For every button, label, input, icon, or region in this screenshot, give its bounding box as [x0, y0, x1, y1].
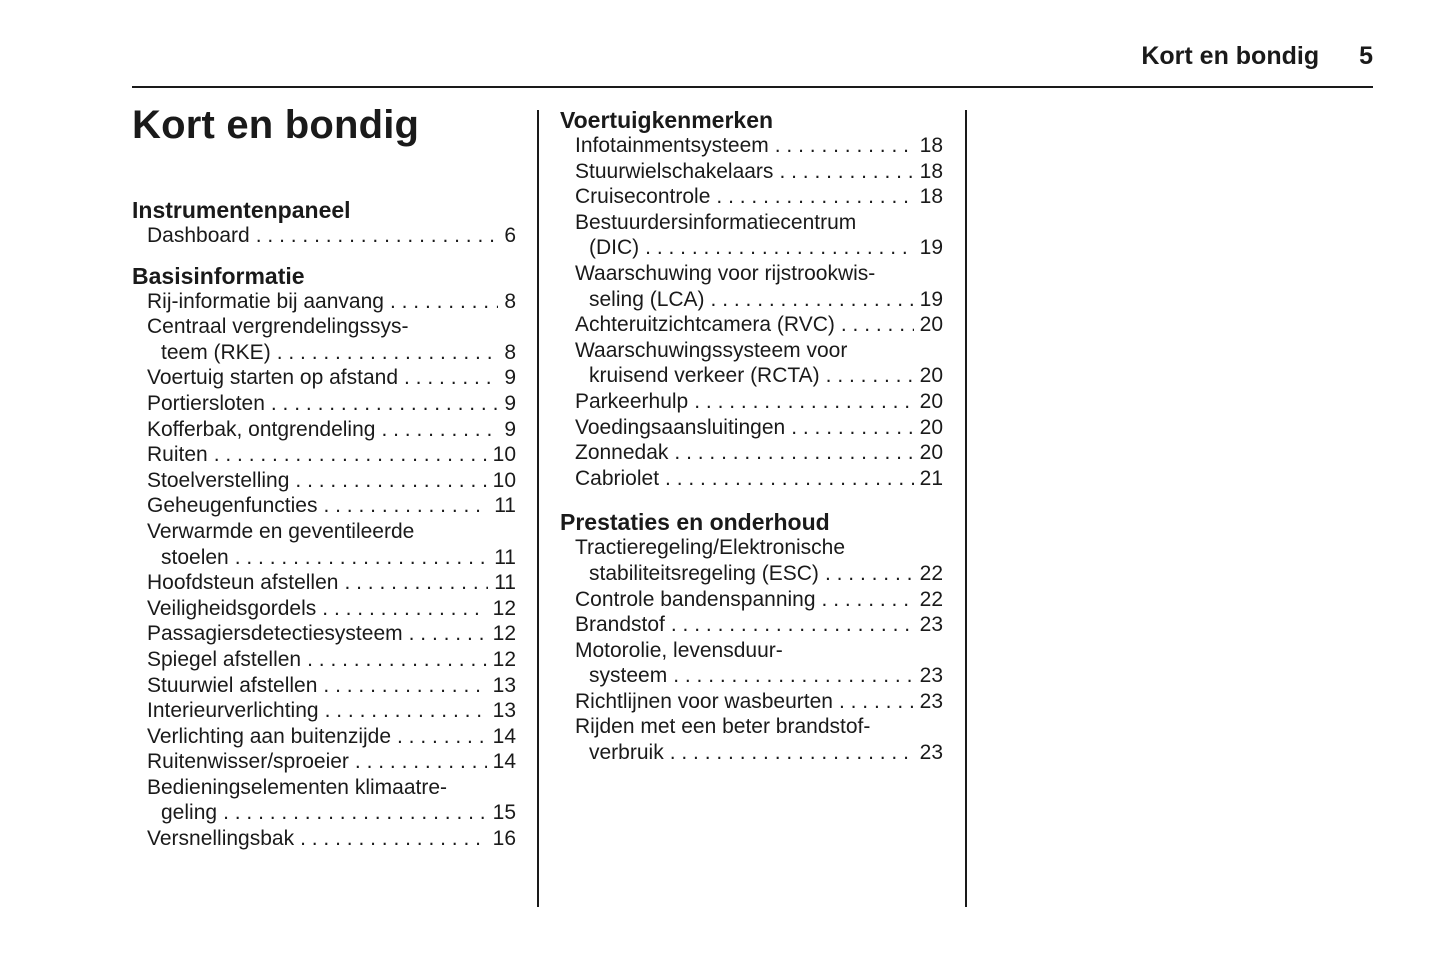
- entry-row: [575, 133, 943, 159]
- entry-page-number: 20: [919, 313, 943, 337]
- entry-page-number: 23: [919, 689, 943, 713]
- entry-page-number: 15: [492, 801, 516, 825]
- toc-entry[interactable]: [132, 570, 516, 596]
- dot-leader: [665, 466, 914, 492]
- toc-entry[interactable]: [132, 417, 516, 443]
- entry-row: [575, 312, 943, 338]
- entry-page-number: 11: [494, 571, 516, 595]
- entry-title: Controle bandenspanning: [575, 587, 816, 611]
- entry-row: [147, 289, 516, 315]
- entry-page-number: 11: [494, 545, 516, 569]
- entry-title: Waarschuwingssysteem voor: [575, 338, 848, 362]
- entry-title: Veiligheidsgordels: [147, 596, 317, 620]
- dot-leader: [409, 621, 487, 647]
- entry-page-number: 10: [492, 443, 516, 467]
- toc-entry[interactable]: [560, 466, 943, 492]
- toc-entry[interactable]: [132, 519, 516, 570]
- entry-page-number: 13: [492, 699, 516, 723]
- entry-title: Dashboard: [147, 224, 250, 247]
- page-title: Kort en bondig: [132, 103, 420, 147]
- entry-title: Geheugenfuncties: [147, 494, 318, 518]
- section-heading: Basisinformatie: [132, 262, 305, 289]
- entry-page-number: 13: [492, 673, 516, 697]
- toc-entry[interactable]: [132, 621, 516, 647]
- entry-title: Parkeerhulp: [575, 389, 689, 413]
- entry-page-number: 14: [492, 724, 516, 748]
- entry-row: [147, 493, 516, 519]
- dot-leader: [841, 312, 914, 338]
- entry-row: [147, 417, 516, 443]
- dot-leader: [673, 663, 913, 689]
- dot-leader: [256, 223, 499, 249]
- entry-row: [147, 596, 516, 622]
- toc-entry[interactable]: [132, 724, 516, 750]
- entry-page-number: 23: [919, 741, 943, 765]
- toc-entry[interactable]: [132, 596, 516, 622]
- dot-leader: [711, 287, 914, 313]
- entry-title: Infotainmentsysteem: [575, 134, 769, 157]
- entry-title: Portiersloten: [147, 391, 265, 415]
- entry-row: [575, 561, 943, 587]
- dot-leader: [645, 235, 913, 261]
- toc-section: [560, 509, 943, 765]
- entry-page-number: 8: [504, 340, 516, 364]
- entry-row: [147, 698, 516, 724]
- toc-entry[interactable]: [132, 698, 516, 724]
- entry-page-number: 19: [919, 287, 943, 311]
- entry-page-number: 23: [919, 664, 943, 688]
- entry-row: [575, 159, 943, 185]
- dot-leader: [716, 184, 913, 210]
- dot-leader: [694, 389, 913, 415]
- entry-page-number: 12: [492, 596, 516, 620]
- dot-leader: [775, 133, 914, 159]
- entry-title-continuation: geling: [161, 801, 218, 825]
- entry-row: [147, 365, 516, 391]
- dot-leader: [300, 826, 487, 852]
- entry-title: Tractieregeling/Elektronische: [575, 536, 846, 560]
- entry-title: Bedieningselementen klimaatre-: [147, 775, 447, 799]
- entry-page-number: 23: [919, 613, 943, 637]
- entry-row: [575, 389, 943, 415]
- dot-leader: [323, 493, 488, 519]
- entry-title: Verwarmde en geventileerde: [147, 519, 415, 543]
- entry-title-continuation: stabiliteitsregeling (ESC): [589, 561, 819, 585]
- dot-leader: [839, 689, 914, 715]
- dot-leader: [670, 740, 914, 766]
- toc-list: [132, 223, 516, 249]
- header-rule: [132, 86, 1373, 88]
- toc-entry[interactable]: [132, 826, 516, 852]
- entry-title: Richtlijnen voor wasbeurten: [575, 689, 833, 713]
- column-divider-right: [965, 110, 967, 907]
- dot-leader: [779, 159, 913, 185]
- entry-title: Interieurverlichting: [147, 699, 319, 723]
- dot-leader: [271, 391, 498, 417]
- toc-entry[interactable]: [132, 749, 516, 775]
- section-heading: Prestaties en onderhoud: [560, 509, 830, 536]
- entry-title: Ruitenwisser/sproeier: [147, 750, 349, 774]
- entry-title: Cruisecontrole: [575, 185, 711, 209]
- dot-leader: [235, 545, 488, 571]
- entry-title: Stoelverstelling: [147, 468, 290, 492]
- entry-title: Cabriolet: [575, 466, 660, 490]
- entry-title: Bestuurdersinformatiecentrum: [575, 210, 857, 234]
- toc-entry[interactable]: [132, 223, 516, 249]
- toc-entry[interactable]: [560, 312, 943, 338]
- page-number: 5: [1359, 42, 1373, 70]
- entry-title: Zonnedak: [575, 441, 669, 465]
- toc-entry[interactable]: [132, 493, 516, 519]
- toc-entry[interactable]: [132, 673, 516, 699]
- entry-title: Waarschuwing voor rijstrookwis-: [575, 261, 876, 285]
- entry-title: Kofferbak, ontgrendeling: [147, 417, 376, 441]
- section-heading: Instrumentenpaneel: [132, 197, 351, 223]
- entry-row: [147, 223, 516, 249]
- entry-title-continuation: systeem: [589, 664, 668, 688]
- entry-page-number: 9: [504, 391, 516, 415]
- running-head: [1000, 42, 1373, 71]
- toc-column-middle: [560, 107, 943, 766]
- column-divider-left: [537, 110, 539, 907]
- toc-entry[interactable]: [560, 714, 943, 765]
- entry-page-number: 11: [494, 494, 516, 518]
- entry-row: [147, 826, 516, 852]
- entry-row: [575, 587, 943, 613]
- entry-page-number: 9: [504, 417, 516, 441]
- toc-entry[interactable]: [560, 415, 943, 441]
- entry-page-number: 8: [504, 289, 516, 313]
- entry-title-continuation: verbruik: [589, 741, 664, 765]
- entry-page-number: 6: [504, 224, 516, 247]
- toc-entry[interactable]: [560, 440, 943, 466]
- entry-title: Rij-informatie bij aanvang: [147, 289, 384, 313]
- entry-row: [147, 340, 516, 366]
- toc-entry[interactable]: [132, 442, 516, 468]
- entry-page-number: 20: [919, 415, 943, 439]
- toc-list: [560, 535, 943, 765]
- dot-leader: [390, 289, 498, 315]
- toc-entry[interactable]: [560, 133, 943, 159]
- dot-leader: [397, 724, 487, 750]
- entry-title: Rijden met een beter brandstof-: [575, 715, 871, 739]
- entry-row: [575, 440, 943, 466]
- dot-leader: [826, 363, 914, 389]
- dot-leader: [674, 440, 913, 466]
- toc-entry[interactable]: [560, 587, 943, 613]
- entry-title-continuation: stoelen: [161, 545, 229, 569]
- entry-title: Achteruitzichtcamera (RVC): [575, 313, 835, 337]
- toc-entry[interactable]: [560, 612, 943, 638]
- entry-page-number: 18: [919, 159, 943, 183]
- entry-row: [575, 466, 943, 492]
- entry-row: [147, 442, 516, 468]
- entry-row: [147, 800, 516, 826]
- entry-row: [575, 287, 943, 313]
- entry-title: Ruiten: [147, 443, 208, 467]
- entry-page-number: 12: [492, 622, 516, 646]
- entry-row: [147, 621, 516, 647]
- entry-row: [575, 235, 943, 261]
- toc-entry[interactable]: [132, 289, 516, 315]
- dot-leader: [404, 365, 498, 391]
- entry-page-number: 12: [492, 647, 516, 671]
- dot-leader: [323, 673, 486, 699]
- entry-page-number: 16: [492, 827, 516, 851]
- toc-entry[interactable]: [132, 391, 516, 417]
- toc-entry[interactable]: [560, 389, 943, 415]
- entry-title: Voedingsaansluitingen: [575, 415, 786, 439]
- entry-page-number: 20: [919, 364, 943, 388]
- dot-leader: [214, 442, 487, 468]
- dot-leader: [381, 417, 498, 443]
- toc-entry[interactable]: [132, 314, 516, 365]
- entry-title: Spiegel afstellen: [147, 647, 302, 671]
- dot-leader: [344, 570, 488, 596]
- entry-title: Verlichting aan buitenzijde: [147, 724, 392, 748]
- dot-leader: [307, 647, 487, 673]
- entry-page-number: 22: [919, 561, 943, 585]
- entry-title: Stuurwielschakelaars: [575, 159, 774, 183]
- entry-row: [147, 391, 516, 417]
- entry-title: Centraal vergrendelingssys-: [147, 315, 409, 339]
- entry-title: Brandstof: [575, 613, 665, 637]
- entry-row: [147, 468, 516, 494]
- entry-page-number: 21: [919, 466, 943, 490]
- toc-section: [560, 107, 943, 491]
- entry-page-number: 10: [492, 468, 516, 492]
- entry-page-number: 20: [919, 441, 943, 465]
- entry-title-continuation: (DIC): [589, 236, 640, 260]
- entry-page-number: 22: [919, 587, 943, 611]
- toc-section: [132, 263, 516, 852]
- toc-entry[interactable]: [560, 638, 943, 689]
- dot-leader: [223, 800, 487, 826]
- dot-leader: [825, 561, 914, 587]
- entry-row: [575, 415, 943, 441]
- toc-entry[interactable]: [132, 775, 516, 826]
- dot-leader: [295, 468, 486, 494]
- dot-leader: [277, 340, 499, 366]
- toc-entry[interactable]: [132, 365, 516, 391]
- toc-entry[interactable]: [560, 535, 943, 586]
- entry-title: Stuurwiel afstellen: [147, 673, 318, 697]
- entry-title: Passagiersdetectiesysteem: [147, 622, 403, 646]
- toc-entry[interactable]: [560, 689, 943, 715]
- dot-leader: [325, 698, 487, 724]
- entry-title-continuation: teem (RKE): [161, 340, 271, 364]
- entry-page-number: 9: [504, 366, 516, 390]
- entry-row: [147, 647, 516, 673]
- toc-entry[interactable]: [560, 261, 943, 312]
- entry-row: [147, 749, 516, 775]
- toc-entry[interactable]: [132, 468, 516, 494]
- toc-entry[interactable]: [560, 210, 943, 261]
- running-head-title: Kort en bondig: [1141, 42, 1320, 70]
- dot-leader: [355, 749, 487, 775]
- entry-title: Versnellingsbak: [147, 827, 295, 851]
- toc-list: [560, 133, 943, 491]
- entry-row: [147, 724, 516, 750]
- entry-row: [575, 612, 943, 638]
- dot-leader: [791, 415, 913, 441]
- entry-row: [575, 689, 943, 715]
- entry-row: [575, 740, 943, 766]
- entry-title-continuation: kruisend verkeer (RCTA): [589, 364, 820, 388]
- toc-list: [132, 289, 516, 852]
- dot-leader: [671, 612, 914, 638]
- toc-entry[interactable]: [132, 647, 516, 673]
- entry-row: [575, 363, 943, 389]
- toc-column-left: [132, 197, 516, 852]
- entry-title: Voertuig starten op afstand: [147, 366, 399, 390]
- entry-row: [147, 673, 516, 699]
- toc-entry[interactable]: [560, 159, 943, 185]
- entry-title: Motorolie, levensduur-: [575, 638, 783, 662]
- entry-row: [575, 663, 943, 689]
- entry-page-number: 18: [919, 185, 943, 209]
- entry-title-continuation: seling (LCA): [589, 287, 705, 311]
- section-heading: Voertuigkenmerken: [560, 107, 774, 133]
- entry-row: [575, 184, 943, 210]
- entry-page-number: 18: [919, 134, 943, 157]
- toc-entry[interactable]: [560, 184, 943, 210]
- entry-page-number: 20: [919, 389, 943, 413]
- entry-page-number: 14: [492, 750, 516, 774]
- toc-section: [132, 197, 516, 249]
- toc-entry[interactable]: [560, 338, 943, 389]
- entry-title: Hoofdsteun afstellen: [147, 571, 339, 595]
- entry-row: [147, 545, 516, 571]
- dot-leader: [822, 587, 914, 613]
- entry-page-number: 19: [919, 236, 943, 260]
- entry-row: [147, 570, 516, 596]
- dot-leader: [322, 596, 486, 622]
